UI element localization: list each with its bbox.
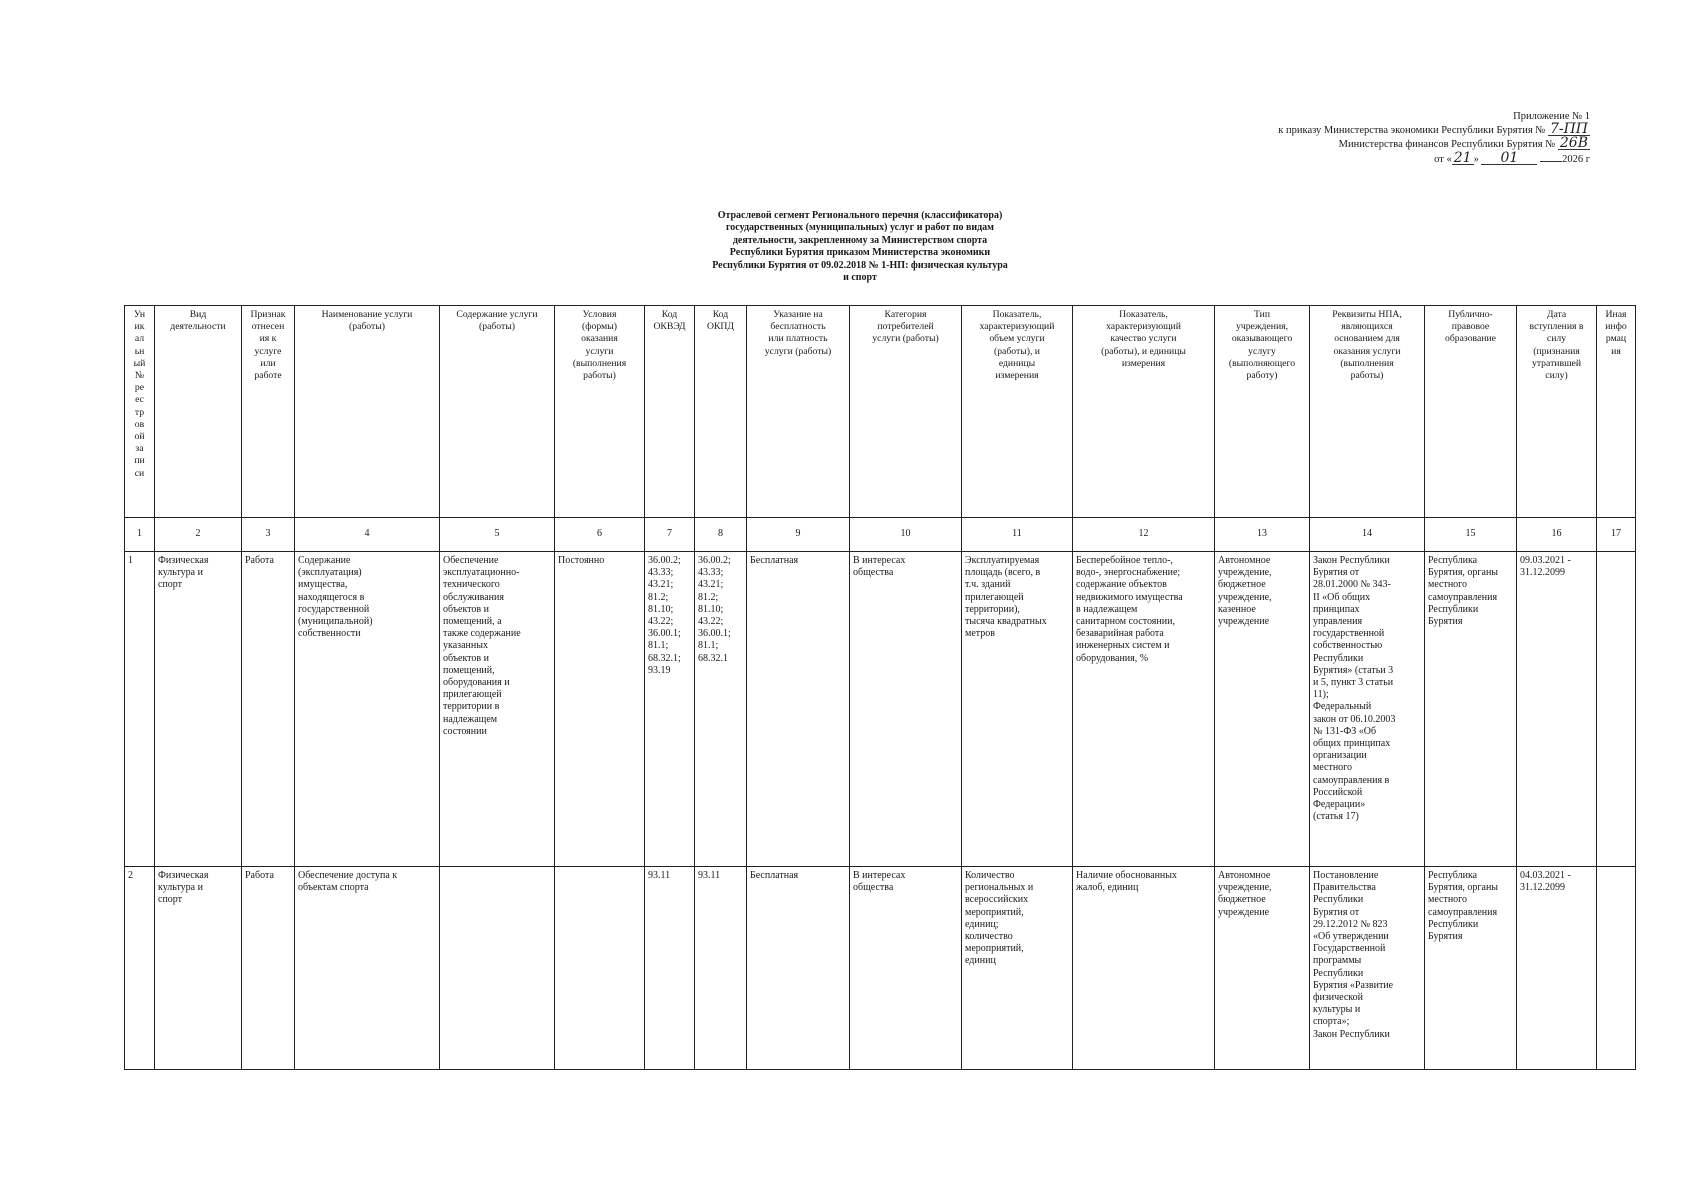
column-number: 5 (440, 518, 555, 552)
table-cell: Постановление Правительства Республики Бурятия от 29.12.2012 № 823 «Об утверждении Государственной программы Республики Бурятия «Развитие физической культуры и спорта»; Закон Республики (1310, 867, 1425, 1070)
column-number: 14 (1310, 518, 1425, 552)
date-blank-line (1540, 151, 1562, 162)
handwritten-order-number: 7-ПП (1549, 121, 1588, 137)
column-number: 13 (1215, 518, 1310, 552)
column-number-row (125, 518, 1636, 552)
table-cell: Работа (242, 867, 295, 1070)
table-cell: 1 (125, 552, 155, 867)
column-number: 15 (1425, 518, 1517, 552)
table-cell (1597, 867, 1636, 1070)
appendix-order-economy: к приказу Министерства экономики Республики Бурятия № 7-ПП (1278, 121, 1588, 137)
table-cell: Бесплатная (747, 867, 850, 1070)
table-cell: Автономное учреждение, бюджетное учреждение, казенное учреждение (1215, 552, 1310, 867)
table-cell: Постоянно (555, 552, 645, 867)
header-cell: Публично- правовое образование (1425, 306, 1517, 518)
column-number: 11 (962, 518, 1073, 552)
table-cell: Автономное учреждение, бюджетное учреждение (1215, 867, 1310, 1070)
table-cell (555, 867, 645, 1070)
table-row (125, 552, 1636, 867)
header-cell: Показатель, характеризующий объем услуги (работы), и единицы измерения (962, 306, 1073, 518)
services-table (124, 305, 1636, 1070)
column-number: 10 (850, 518, 962, 552)
table-row (125, 867, 1636, 1070)
column-number: 1 (125, 518, 155, 552)
table-cell: 93.11 (645, 867, 695, 1070)
column-number: 3 (242, 518, 295, 552)
appendix-header (1278, 110, 1590, 166)
column-number: 8 (695, 518, 747, 552)
header-cell: Категория потребителей услуги (работы) (850, 306, 962, 518)
table-cell: Наличие обоснованных жалоб, единиц (1073, 867, 1215, 1070)
handwritten-month: 01 (1481, 152, 1537, 165)
column-number: 2 (155, 518, 242, 552)
table-cell: 09.03.2021 - 31.12.2099 (1517, 552, 1597, 867)
header-cell: Вид деятельности (155, 306, 242, 518)
handwritten-day: 21 (1453, 150, 1472, 166)
table-cell: Содержание (эксплуатация) имущества, находящегося в государственной (муниципальной) собственности (295, 552, 440, 867)
table-cell: В интересах общества (850, 867, 962, 1070)
table-cell: Закон Республики Бурятия от 28.01.2000 № 343- II «Об общих принципах управления государственной собственностью Республики Бурятия» (статьи 3 и 5, пункт 3 статьи 11); Федеральный закон от 06.10.2003 № 131-ФЗ «Об общих принципах организации местного самоуправления в Российской Федерации» (статья 17) (1310, 552, 1425, 867)
column-number: 7 (645, 518, 695, 552)
table-cell: Бесплатная (747, 552, 850, 867)
header-cell: Наименование услуги (работы) (295, 306, 440, 518)
table-header-row (125, 306, 1636, 518)
header-cell: Код ОКВЭД (645, 306, 695, 518)
header-cell: Указание на бесплатность или платность услуги (работы) (747, 306, 850, 518)
table-cell: Республика Бурятия, органы местного самоуправления Республики Бурятия (1425, 867, 1517, 1070)
header-cell: Содержание услуги (работы) (440, 306, 555, 518)
table-cell: Эксплуатируемая площадь (всего, в т.ч. зданий прилегающей территории), тысяча квадратных метров (962, 552, 1073, 867)
column-number: 9 (747, 518, 850, 552)
header-cell: Код ОКПД (695, 306, 747, 518)
header-cell: Ун ик ал ьн ый № ре ес тр ов ой за пи си (125, 306, 155, 518)
column-number: 4 (295, 518, 440, 552)
appendix-number: Приложение № 1 (1513, 111, 1590, 122)
header-cell: Реквизиты НПА, являющихся основанием для оказания услуги (выполнения работы) (1310, 306, 1425, 518)
table-cell: Республика Бурятия, органы местного самоуправления Республики Бурятия (1425, 552, 1517, 867)
table-cell: В интересах общества (850, 552, 962, 867)
table-cell: 36.00.2; 43.33; 43.21; 81.2; 81.10; 43.22; 36.00.1; 81.1; 68.32.1; 93.19 (645, 552, 695, 867)
header-cell: Иная инфо рмац ия (1597, 306, 1636, 518)
table-cell: Обеспечение доступа к объектам спорта (295, 867, 440, 1070)
table-cell (440, 867, 555, 1070)
table-cell: 93.11 (695, 867, 747, 1070)
column-number: 16 (1517, 518, 1597, 552)
header-cell: Показатель, характеризующий качество услуги (работы), и единицы измерения (1073, 306, 1215, 518)
appendix-date: от « 21 » 01 2026 г (1434, 150, 1590, 166)
handwritten-finance-number: 26В (1559, 135, 1588, 151)
header-cell: Признак отнесен ия к услуге или работе (242, 306, 295, 518)
table-cell: Бесперебойное тепло-, водо-, энергоснабжение; содержание объектов недвижимого имущества в надлежащем санитарном состоянии, безаварийная работа инженерных систем и оборудования, % (1073, 552, 1215, 867)
column-number: 6 (555, 518, 645, 552)
header-cell: Дата вступления в силу (признания утратившей силу) (1517, 306, 1597, 518)
header-cell: Условия (формы) оказания услуги (выполнения работы) (555, 306, 645, 518)
table-cell: Работа (242, 552, 295, 867)
header-cell: Тип учреждения, оказывающего услугу (выполняющего работу) (1215, 306, 1310, 518)
table-cell: Обеспечение эксплуатационно- технического обслуживания объектов и помещений, а также содержание указанных объектов и помещений, оборудования и прилегающей территории в надлежащем состоянии (440, 552, 555, 867)
appendix-order-finance: Министерства финансов Республики Бурятия № 26В (1338, 135, 1588, 151)
table-cell: 04.03.2021 - 31.12.2099 (1517, 867, 1597, 1070)
column-number: 12 (1073, 518, 1215, 552)
column-number: 17 (1597, 518, 1636, 552)
table-cell (1597, 552, 1636, 867)
table-cell: Физическая культура и спорт (155, 552, 242, 867)
table-cell: 2 (125, 867, 155, 1070)
table-cell: 36.00.2; 43.33; 43.21; 81.2; 81.10; 43.22; 36.00.1; 81.1; 68.32.1 (695, 552, 747, 867)
document-title: Отраслевой сегмент Регионального перечня (классификатора) государственных (муниципальных) услуг и работ по видам деятельности, закрепленному за Министерством спорта Республики Бурятия приказом Министерства экономики Республики Бурятия от 09.02.2018 № 1-НП: физическая культура и спорт (712, 210, 1008, 284)
table-cell: Физическая культура и спорт (155, 867, 242, 1070)
table-cell: Количество региональных и всероссийских мероприятий, единиц; количество мероприятий, единиц (962, 867, 1073, 1070)
